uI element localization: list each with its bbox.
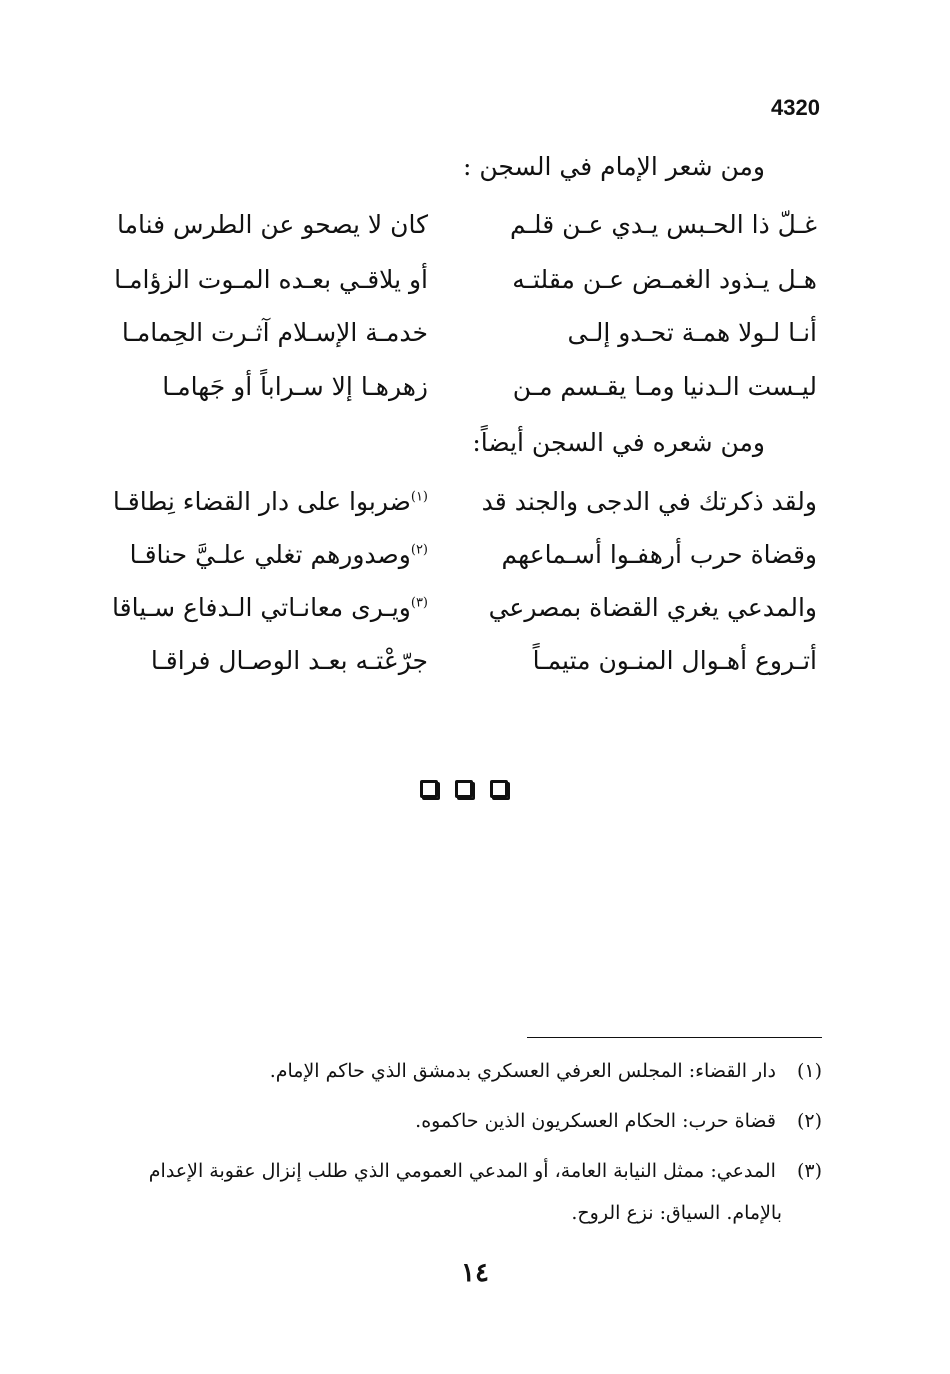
reference-number: 4320	[771, 95, 820, 120]
section-intro: ومن شعر الإمام في السجن :	[463, 152, 765, 181]
verse-second-hemistich: أو يلاقـي بعـده المـوت الزؤامـا	[114, 265, 428, 294]
hemistich-text: ويـرى معانـاتي الـدفاع سـياقا	[112, 593, 411, 622]
footnote-marker: (٢)	[410, 542, 428, 558]
verse-second-hemistich	[113, 487, 428, 516]
footnote-text: دار القضاء: المجلس العرفي العسكري بدمشق الذي حاكم الإمام.	[269, 1060, 776, 1082]
footnote	[112, 1100, 822, 1142]
footnote-marker: (١)	[410, 489, 428, 505]
verse-second-hemistich	[130, 540, 428, 569]
verse-second-hemistich: كان لا يصحو عن الطرس فناما	[116, 210, 428, 239]
verse-second-hemistich	[112, 593, 428, 622]
verse-first-hemistich: غـلّ ذا الحـبس يـدي عـن قلـم	[509, 210, 817, 239]
footnote-text: المدعي: ممثل النيابة العامة، أو المدعي العمومي الذي طلب إنزال عقوبة الإعدام	[148, 1160, 776, 1182]
verse-first-hemistich: وقضاة حرب أرهفـوا أسـماعهم	[501, 540, 817, 569]
hemistich-text: وصدورهم تغلي علـيَّ حناقـا	[129, 540, 411, 569]
verse-first-hemistich: ولقد ذكرتك في الدجى والجند قد	[481, 487, 817, 516]
square-icon	[490, 780, 508, 798]
verse-second-hemistich: زهرهـا إلا سـراباً أو جَهامـا	[162, 372, 428, 401]
verse-first-hemistich: أتـروع أهـوال المنـون متيمـاً	[532, 646, 817, 675]
footnote-number: (٢)	[796, 1110, 822, 1132]
verse-second-hemistich: جرّعْتـه بعـد الوصـال فراقـا	[150, 646, 428, 675]
square-icon	[455, 780, 473, 798]
footnote-text: قضاة حرب: الحكام العسكريون الذين حاكموه.	[415, 1110, 776, 1132]
footnote-marker: (٣)	[410, 595, 428, 611]
footnote-separator	[527, 1037, 822, 1038]
footnote-number: (١)	[796, 1060, 822, 1082]
verse-first-hemistich: أنـا لـولا همـة تحـدو إلـى	[567, 318, 817, 347]
verse-first-hemistich: والمدعي يغري القضاة بمصرعي	[488, 593, 817, 622]
verse-first-hemistich: ليـست الـدنيا ومـا يقـسم مـن	[512, 372, 817, 401]
verse-first-hemistich: هـل يـذود الغمـض عـن مقلتـه	[512, 265, 817, 294]
footnote-number: (٣)	[796, 1160, 822, 1182]
section-divider-icon	[420, 780, 508, 798]
square-icon	[420, 780, 438, 798]
footnote	[112, 1150, 822, 1234]
footnote	[112, 1050, 822, 1092]
page-number: ١٤	[461, 1258, 489, 1288]
hemistich-text: ضربوا على دار القضاء نِطاقـا	[112, 487, 411, 516]
verse-second-hemistich: خدمـة الإسـلام آثـرت الحِمامـا	[121, 318, 428, 347]
section-intro: ومن شعره في السجن أيضاً:	[472, 428, 765, 457]
footnote-continuation: بالإمام. السياق: نزع الروح.	[571, 1202, 782, 1224]
